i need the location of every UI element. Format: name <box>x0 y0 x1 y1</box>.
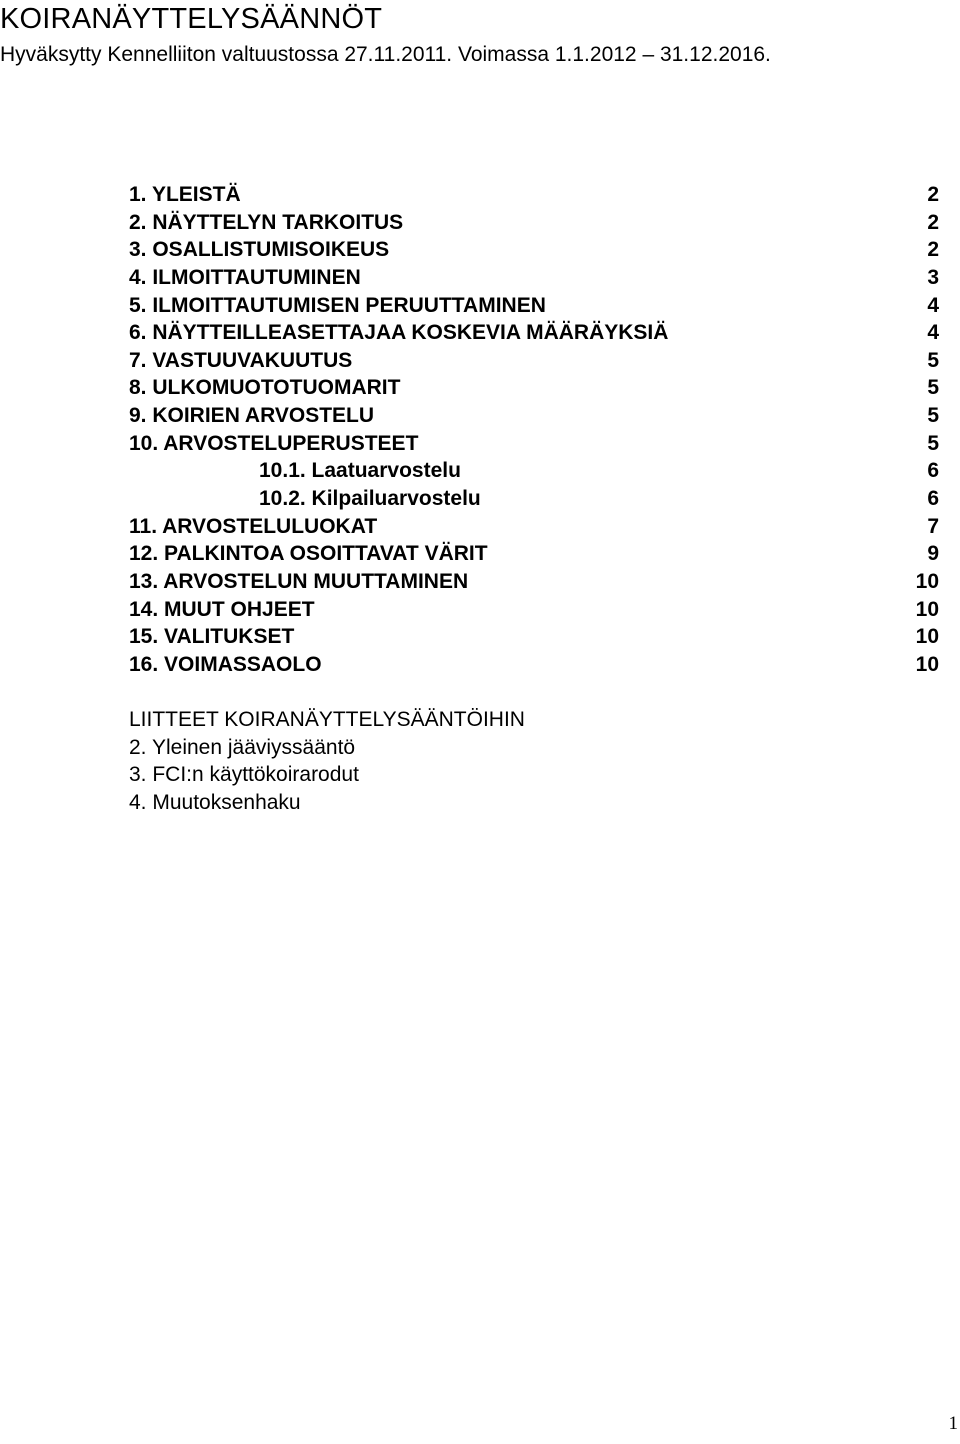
toc-entry[interactable] <box>129 402 939 430</box>
toc-entry-label: 14. MUUT OHJEET <box>129 597 315 621</box>
toc-entry-page: 5 <box>927 431 939 455</box>
toc-entry-label: 15. VALITUKSET <box>129 625 295 649</box>
toc-subentry[interactable] <box>129 457 939 485</box>
toc-entry-page: 10 <box>915 625 939 649</box>
toc-entry[interactable] <box>129 596 939 624</box>
appendix-heading: LIITTEET KOIRANÄYTTELYSÄÄNTÖIHIN <box>129 708 525 731</box>
table-of-contents <box>129 181 939 679</box>
toc-entry-page: 6 <box>927 487 939 511</box>
toc-entry-label: 13. ARVOSTELUN MUUTTAMINEN <box>129 569 469 593</box>
toc-entry-page: 5 <box>927 376 939 400</box>
toc-entry-label: 10.1. Laatuarvostelu <box>259 459 461 483</box>
toc-entry-page: 6 <box>927 459 939 483</box>
toc-entry[interactable] <box>129 319 939 347</box>
page-number: 1 <box>948 1413 958 1434</box>
appendix-list <box>129 706 525 817</box>
toc-entry-label: 8. ULKOMUOTOTUOMARIT <box>129 376 401 400</box>
toc-entry[interactable] <box>129 181 939 209</box>
toc-entry-label: 10. ARVOSTELUPERUSTEET <box>129 431 419 455</box>
toc-entry-page: 2 <box>927 238 939 262</box>
toc-entry[interactable] <box>129 209 939 237</box>
toc-entry-label: 6. NÄYTTEILLEASETTAJAA KOSKEVIA MÄÄRÄYKSIÄ <box>129 321 669 345</box>
toc-entry-page: 5 <box>927 348 939 372</box>
toc-entry-label: 9. KOIRIEN ARVOSTELU <box>129 404 375 428</box>
toc-entry-page: 10 <box>915 569 939 593</box>
toc-entry-page: 2 <box>927 210 939 234</box>
toc-entry-label: 12. PALKINTOA OSOITTAVAT VÄRIT <box>129 542 488 566</box>
toc-entry[interactable] <box>129 430 939 458</box>
appendix-item[interactable]: 3. FCI:n käyttökoirarodut <box>129 763 359 787</box>
toc-entry-label: 3. OSALLISTUMISOIKEUS <box>129 238 390 262</box>
toc-subentry[interactable] <box>129 485 939 513</box>
toc-entry[interactable] <box>129 347 939 375</box>
toc-entry-label: 4. ILMOITTAUTUMINEN <box>129 265 361 289</box>
toc-entry-page: 7 <box>927 514 939 538</box>
toc-entry-label: 10.2. Kilpailuarvostelu <box>259 487 481 511</box>
toc-entry[interactable] <box>129 374 939 402</box>
toc-entry-page: 4 <box>927 321 939 345</box>
appendix-item[interactable]: 4. Muutoksenhaku <box>129 790 301 814</box>
toc-entry-page: 10 <box>915 597 939 621</box>
toc-entry[interactable] <box>129 236 939 264</box>
toc-entry-label: 7. VASTUUVAKUUTUS <box>129 348 353 372</box>
toc-entry-page: 4 <box>927 293 939 317</box>
toc-entry[interactable] <box>129 651 939 679</box>
toc-entry[interactable] <box>129 292 939 320</box>
toc-entry-page: 3 <box>927 265 939 289</box>
appendix-item[interactable]: 2. Yleinen jääviyssääntö <box>129 735 356 759</box>
toc-entry-page: 9 <box>927 542 939 566</box>
toc-entry-page: 2 <box>927 183 939 206</box>
toc-entry[interactable] <box>129 540 939 568</box>
toc-entry-page: 10 <box>915 652 939 676</box>
toc-entry-page: 5 <box>927 404 939 428</box>
toc-entry[interactable] <box>129 513 939 541</box>
toc-entry-label: 1. YLEISTÄ <box>129 183 241 206</box>
toc-entry[interactable] <box>129 264 939 292</box>
toc-entry-label: 5. ILMOITTAUTUMISEN PERUUTTAMINEN <box>129 293 546 317</box>
toc-entry[interactable] <box>129 623 939 651</box>
toc-entry-label: 11. ARVOSTELULUOKAT <box>129 514 378 538</box>
document-title: KOIRANÄYTTELYSÄÄNNÖT <box>0 3 383 35</box>
document-subtitle: Hyväksytty Kennelliiton valtuustossa 27.11.2011. Voimassa 1.1.2012 – 31.12.2016. <box>0 43 771 66</box>
toc-entry-label: 2. NÄYTTELYN TARKOITUS <box>129 210 404 234</box>
toc-entry-label: 16. VOIMASSAOLO <box>129 652 322 676</box>
toc-entry[interactable] <box>129 568 939 596</box>
